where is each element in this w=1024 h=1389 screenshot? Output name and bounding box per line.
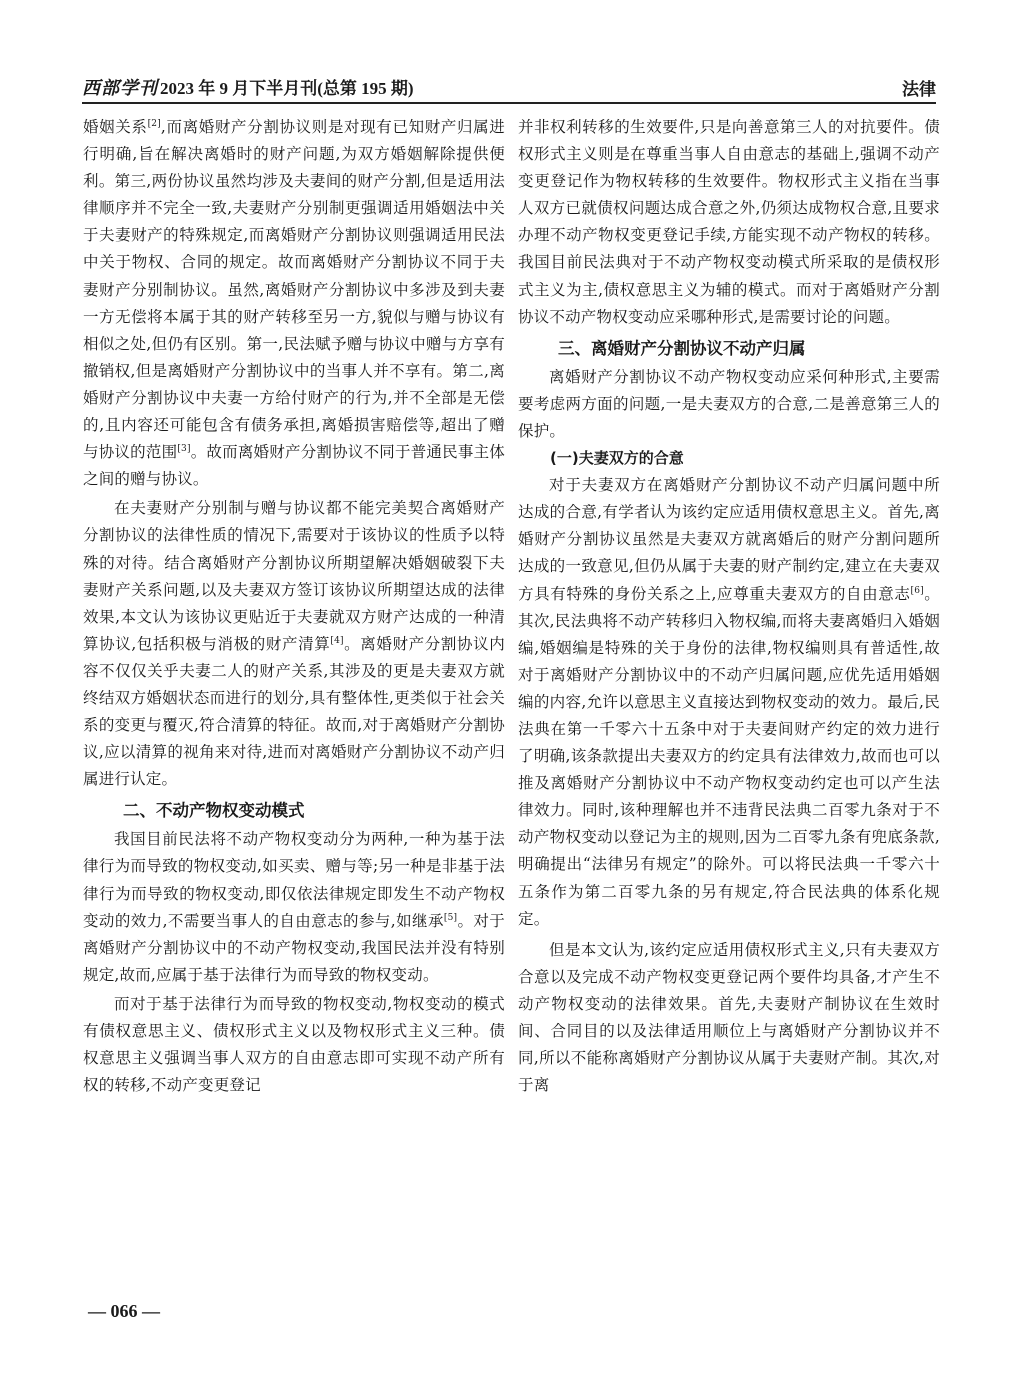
text-run: 。离婚财产分割协议内容不仅仅关乎夫妻二人的财产关系,其涉及的更是夫妻双方就终结双方婚姻状态而进行的划分,具有整体性,更类似于社会关系的变更与覆灭,符合清算的特征。故而,对于离婚财产分割协议,应以清算的视角来对待,进而对离婚财产分割协议不动产归属进行认定。	[83, 634, 505, 789]
section-heading: 二、不动产物权变动模式	[123, 801, 305, 821]
text-run: 我国目前民法将不动产物权变动分为两种,一种为基于法律行为而导致的物权变动,如买卖、赠与等;另一种是非基于法律行为而导致的物权变动,即仅依法律规定即发生不动产物权变动的效力,不需要当事人的自由意志的参与,如继承	[83, 830, 505, 930]
citation-ref: [4]	[330, 635, 344, 646]
citation-ref: [6]	[910, 585, 924, 596]
header-rule	[82, 102, 936, 104]
text-run: 对于夫妻双方在离婚财产分割协议不动产归属问题中所达成的合意,有学者认为该约定应适用债权意思主义。首先,离婚财产分割协议虽然是夫妻双方就离婚后的财产分割问题所达成的一致意见,但仍从属于夫妻的财产制约定,建立在夫妻双方具有特殊的身份关系之上,应尊重夫妻双方的自由意志	[518, 476, 940, 603]
paragraph: 但是本文认为,该约定应适用债权形式主义,只有夫妻双方合意以及完成不动产物权变更登记两个要件均具备,才产生不动产物权变动的法律效果。首先,夫妻财产制协议在生效时间、合同目的以及法律适用顺位上与离婚财产分割协议并不同,所以不能称离婚财产分割协议从属于夫妻财产制。其次,对于离	[518, 940, 940, 1095]
paragraph	[83, 495, 505, 793]
citation-ref: [5]	[443, 912, 458, 923]
text-run: 。对于离婚财产分割协议中的不动产物权变动,我国民法并没有特别规定,故而,应属于基于法律行为而导致的物权变动。	[83, 911, 506, 984]
header-left	[82, 74, 414, 100]
paragraph: 并非权利转移的生效要件,只是向善意第三人的对抗要件。债权形式主义则是在尊重当事人自由意志的基础上,强调不动产变更登记作为物权转移的生效要件。物权形式主义指在当事人双方已就债权问题达成合意之外,仍须达成物权合意,且要求办理不动产物权变更登记手续,方能实现不动产物权的转移。我国目前民法典对于不动产物权变动模式所采取的是债权形式主义为主,债权意思主义为辅的模式。而对于离婚财产分割协议不动产物权变动应采哪种形式,是需要讨论的问题。	[518, 118, 940, 326]
text-run: 。其次,民法典将不动产转移归入物权编,而将夫妻离婚归入婚姻编,婚姻编是特殊的关于身份的法律,物权编则具有普适性,故对于离婚财产分割协议中的不动产归属问题,应优先适用婚姻编的内容,允许以意思主义直接达到物权变动的效力。最后,民法典在第一千零六十五条中对于夫妻间财产约定的效力进行了明确,该条款提出夫妻双方的约定具有法律效力,故而也可以推及离婚财产分割协议中不动产物权变动约定也可以产生法律效力。同时,该种理解也并不违背民法典二百零九条对于不动产物权变动以登记为主的规则,因为二百零九条有兜底条款,明确提出“法律另有规定”的除外。可以将民法典一千零六十五条作为第二百零九条的另有规定,符合民法典的体系化规定。	[518, 584, 940, 928]
running-header	[82, 72, 936, 100]
paragraph: 而对于基于法律行为而导致的物权变动,物权变动的模式有债权意思主义、债权形式主义以及物权形式主义三种。债权意思主义强调当事人双方的自由意志即可实现不动产所有权的转移,不动产变更登记	[83, 994, 505, 1095]
subsection-heading: (一)夫妻双方的合意	[550, 449, 684, 468]
text-run: ,而离婚财产分割协议则是对现有已知财产归属进行明确,旨在解决离婚时的财产问题,为双方婚姻解除提供便利。第三,两份协议虽然均涉及夫妻间的财产分割,但是适用法律顺序并不完全一致,夫妻财产分别制更强调适用婚姻法中关于夫妻财产的特殊规定,而离婚财产分割协议则强调适用民法中关于物权、合同的规定。故而离婚财产分割协议不同于夫妻财产分别制协议。虽然,离婚财产分割协议中多涉及到夫妻一方无偿将本属于其的财产转移至另一方,貌似与赠与协议有相似之处,但仍有区别。第一,民法赋予赠与协议中赠与方享有撤销权,但是离婚财产分割协议中的当事人并不享有。第二,离婚财产分割协议中夫妻一方给付财产的行为,并不全部是无偿的,且内容还可能包含有债务承担,离婚损害赔偿等,超出了赠与协议的范围	[83, 118, 505, 462]
journal-logo: 西部学刊	[82, 78, 158, 99]
issue-info: 2023 年 9 月下半月刊(总第 195 期)	[160, 79, 414, 98]
text-run: 在夫妻财产分别制与赠与协议都不能完美契合离婚财产分割协议的法律性质的情况下,需要对于该协议的性质予以特殊的对待。结合离婚财产分割协议所期望解决婚姻破裂下夫妻财产关系问题,以及夫妻双方签订该协议所期望达成的法律效果,本文认为该协议更贴近于夫妻就双方财产达成的一种清算协议,包括积极与消极的财产清算	[83, 499, 505, 653]
text-run: 。故而离婚财产分割协议不同于普通民事主体之间的赠与协议。	[83, 443, 505, 489]
citation-ref: [2]	[147, 119, 161, 129]
page-number: — 066 —	[88, 1301, 160, 1321]
paragraph	[83, 826, 505, 989]
section-name: 法律	[902, 80, 936, 100]
paragraph	[83, 114, 505, 493]
paragraph	[518, 472, 940, 933]
right-column	[518, 114, 940, 1099]
left-column	[83, 114, 505, 1099]
section-heading: 三、离婚财产分割协议不动产归属	[558, 338, 806, 358]
text-run: 婚姻关系	[83, 118, 148, 136]
paragraph: 离婚财产分割协议不动产物权变动应采何种形式,主要需要考虑两方面的问题,一是夫妻双方的合意,二是善意第三人的保护。	[518, 367, 940, 440]
citation-ref: [3]	[177, 444, 191, 455]
